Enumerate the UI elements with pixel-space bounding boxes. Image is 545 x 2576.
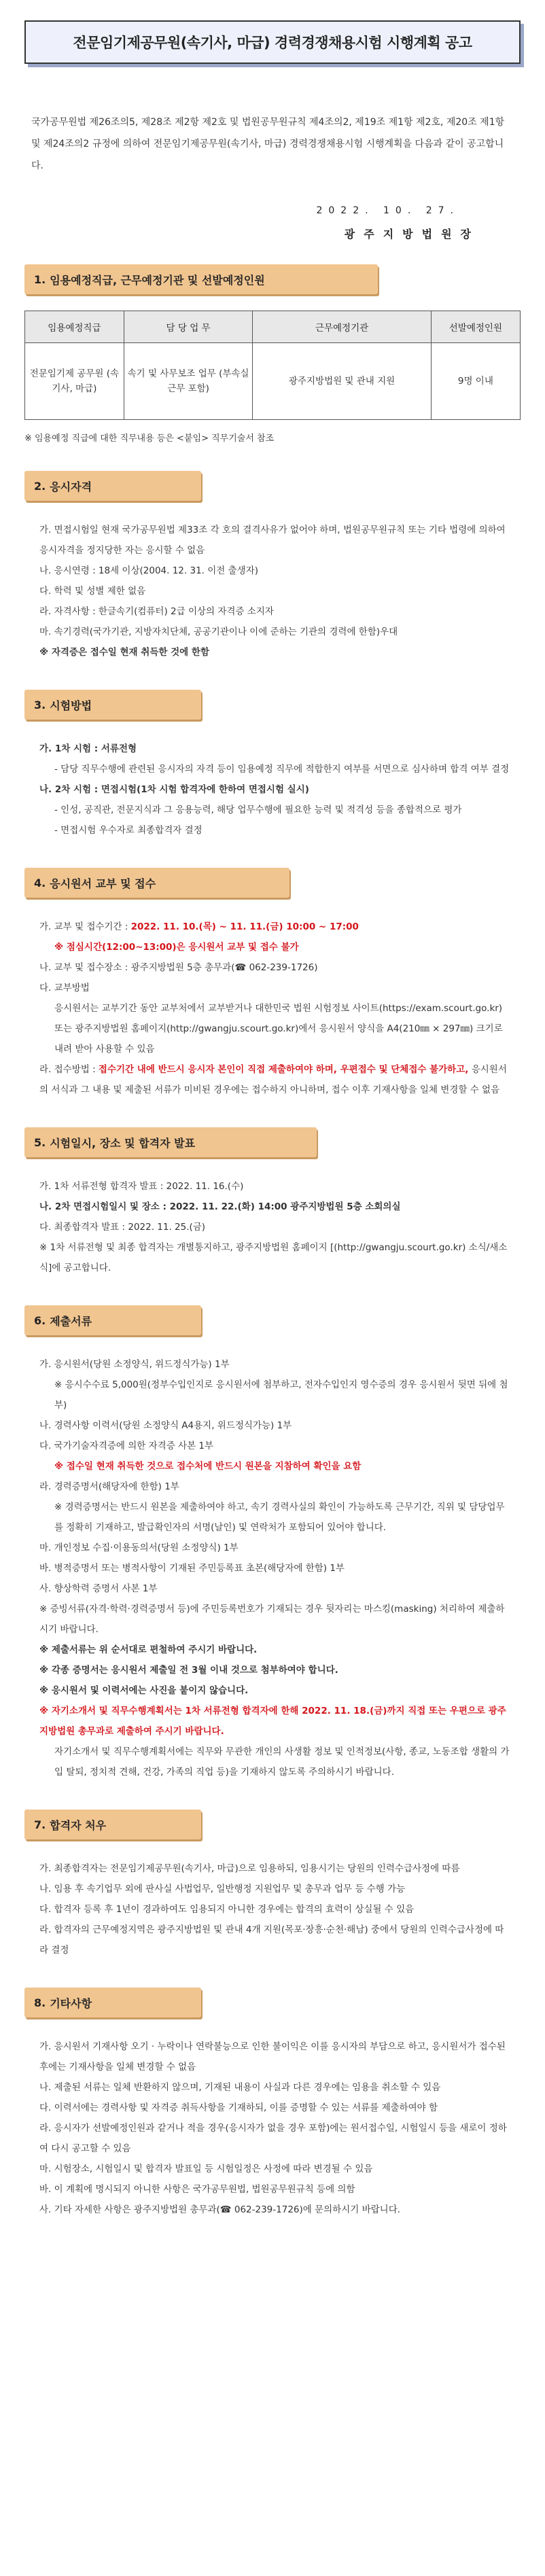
section-title: 시험일시, 장소 및 합격자 발표 bbox=[50, 1136, 196, 1150]
section-title: 응시자격 bbox=[50, 480, 92, 493]
list-item: 가. 면접시험일 현재 국가공무원법 제33조 각 호의 결격사유가 없어야 하며, 법원공무원규칙 또는 기타 법령에 의하여 응시자격을 정지당한 자는 응시할 수 없음 bbox=[39, 525, 506, 556]
list-item: - 면접시험 우수자로 최종합격자 결정 bbox=[54, 825, 203, 836]
section-number: 7. bbox=[34, 1818, 46, 1831]
section-3-header bbox=[24, 690, 201, 720]
positions-table bbox=[24, 311, 521, 420]
intro-text: 국가공무원법 제26조의5, 제28조 제2항 제2호 및 법원공무원규칙 제4조의2, 제19조 제1항 제2호, 제20조 제1항 및 제24조의2 규정에 의하여 전문임기제공무원(속기사, 마급) 경력경쟁채용시험 시행계획을 다음과 같이 공고합니다. bbox=[31, 117, 505, 171]
table-header: 임용예정직급 bbox=[25, 311, 124, 343]
item-label: 가. 교부 및 접수기간 : bbox=[39, 921, 131, 932]
section-8-body bbox=[24, 2036, 521, 2220]
list-item: 자기소개서 및 직무수행계획서에는 직무와 무관한 개인의 사생활 정보 및 인적정보(사항, 종교, 노동조합 생활의 가입 탈퇴, 정치적 견해, 건강, 가족의 직업 등)을 기재하지 않도록 주의하시기 바랍니다. bbox=[54, 1746, 510, 1778]
list-item: ※ 증빙서류(자격·학력·경력증명서 등)에 주민등록번호가 기재되는 경우 뒷자리는 마스킹(masking) 처리하여 제출하시기 바랍니다. bbox=[39, 1604, 505, 1635]
notice-page bbox=[24, 20, 521, 2220]
list-item: 라. 자격사항 : 한글속기(컴퓨터) 2급 이상의 자격증 소지자 bbox=[39, 606, 274, 617]
section-title: 기타사항 bbox=[50, 1996, 92, 2010]
list-item: ※ 접수일 현재 취득한 것으로 접수처에 반드시 원본을 지참하여 확인을 요함 bbox=[54, 1461, 362, 1472]
list-item: 바. 병적증명서 또는 병적사항이 기재된 주민등록표 초본(해당자에 한함) 1부 bbox=[39, 1563, 345, 1574]
list-item: ※ 제출서류는 위 순서대로 편철하여 주시기 바랍니다. bbox=[39, 1644, 258, 1655]
item-label: 라. 접수방법 : bbox=[39, 1064, 99, 1075]
section-7-body bbox=[24, 1858, 521, 1960]
list-item: 나. 2차 면접시험일시 및 장소 : 2022. 11. 22.(화) 14:00 광주지방법원 5층 소회의실 bbox=[39, 1201, 401, 1212]
list-item: 다. 국가기술자격증에 의한 자격증 사본 1부 bbox=[39, 1441, 214, 1451]
section-2-body bbox=[24, 520, 521, 663]
list-item: 가. 최종합격자는 전문임기제공무원(속기사, 마급)으로 임용하되, 임용시기는 당원의 인력수급사정에 따름 bbox=[39, 1863, 460, 1874]
list-item: 다. 이력서에는 경력사항 및 자격증 취득사항을 기재하되, 이를 증명할 수 있는 서류를 제출하여야 함 bbox=[39, 2102, 438, 2113]
list-item: 나. 경력사항 이력서(당원 소정양식 A4용지, 위드정식가능) 1부 bbox=[39, 1420, 292, 1431]
list-item: 바. 이 계획에 명시되지 아니한 사항은 국가공무원법, 법원공무원규칙 등에 의함 bbox=[39, 2184, 355, 2195]
section-number: 5. bbox=[34, 1135, 46, 1149]
table-cell: 속기 및 사무보조 업무 (부속실 근무 포함) bbox=[124, 343, 253, 420]
list-item: ※ 각종 증명서는 응시원서 제출일 전 3월 이내 것으로 첨부하여야 합니다. bbox=[39, 1665, 338, 1676]
section-5-header bbox=[24, 1127, 317, 1157]
list-item: 다. 학력 및 성별 제한 없음 bbox=[39, 586, 146, 597]
list-item: 라. 합격자의 근무예정지역은 광주지방법원 및 관내 4개 지원(목포·장흥·순천·해남) 중에서 당원의 인력수급사정에 따라 결정 bbox=[39, 1924, 504, 1956]
list-item: ※ 점심시간(12:00~13:00)은 응시원서 교부 및 접수 불가 bbox=[54, 942, 299, 953]
table-cell: 전문임기제 공무원 (속기사, 마급) bbox=[25, 343, 124, 420]
list-item: ※ 1차 서류전형 및 최종 합격자는 개별통지하고, 광주지방법원 홈페이지 [(http://gwangju.scourt.go.kr) 소식/새소식]에 공고합니다. bbox=[39, 1242, 508, 1273]
page-title: 전문임기제공무원(속기사, 마급) 경력경쟁채용시험 시행계획 공고 bbox=[24, 20, 521, 64]
list-item: 다. 교부방법 bbox=[39, 983, 90, 993]
table-row bbox=[25, 343, 521, 420]
section-title: 시험방법 bbox=[50, 699, 92, 712]
list-item: 가. 1차 서류전형 합격자 발표 : 2022. 11. 16.(수) bbox=[39, 1181, 244, 1192]
list-item: ※ 응시원서 및 이력서에는 사진을 붙이지 않습니다. bbox=[39, 1685, 249, 1696]
section-title: 합격자 처우 bbox=[50, 1818, 107, 1832]
list-item: 가. 1차 시험 : 서류전형 bbox=[39, 743, 137, 754]
list-item: - 담당 직무수행에 관련된 응시자의 자격 등이 임용예정 직무에 적합한지 여부를 서면으로 심사하며 합격 여부 결정 bbox=[54, 764, 510, 775]
list-item: 사. 기타 자세한 사항은 광주지방법원 총무과(☎ 062-239-1726)에 문의하시기 바랍니다. bbox=[39, 2204, 401, 2215]
section-6-header bbox=[24, 1305, 201, 1335]
section-4-header bbox=[24, 868, 289, 898]
item-text: 응시원서의 서식과 그 내용 및 제출된 서류가 미비된 경우에는 접수하지 아니하며, 접수 이후 기재사항을 일체 변경할 수 없음 bbox=[39, 1064, 507, 1095]
list-item: 나. 2차 시험 : 면접시험(1차 시험 합격자에 한하여 면접시험 실시) bbox=[39, 784, 309, 795]
list-item: 마. 시험장소, 시험일시 및 합격자 발표일 등 시험일정은 사정에 따라 변경될 수 있음 bbox=[39, 2164, 373, 2174]
list-item bbox=[39, 1059, 512, 1100]
list-item: 나. 응시연령 : 18세 이상(2004. 12. 31. 이전 출생자) bbox=[39, 565, 259, 576]
list-item: - 인성, 공직관, 전문지식과 그 응용능력, 해당 업무수행에 필요한 능력 및 적격성 등을 종합적으로 평가 bbox=[54, 805, 462, 815]
list-item: 라. 응시자가 선발예정인원과 같거나 적을 경우(응시자가 없을 경우 포함)에는 원서접수일, 시험일시 등을 새로이 정하여 다시 공고할 수 있음 bbox=[39, 2123, 507, 2154]
list-item: 다. 합격자 등록 후 1년이 경과하여도 임용되지 아니한 경우에는 합격의 효력이 상실될 수 있음 bbox=[39, 1904, 415, 1915]
table-header: 근무예정기관 bbox=[253, 311, 431, 343]
section-number: 6. bbox=[34, 1313, 46, 1327]
list-item: ※ 경력증명서는 반드시 원본을 제출하여야 하고, 속기 경력사실의 확인이 가능하도록 근무기간, 직위 및 담당업무를 정확히 기재하고, 발급확인자의 서명(날인) 및 연락처가 포함되어 있어야 합니다. bbox=[54, 1502, 505, 1533]
emphasis-text: 접수기간 내에 반드시 응시자 본인이 직접 제출하여야 하며, 우편접수 및 단체접수 불가하고, bbox=[98, 1064, 469, 1075]
table-header: 선발예정인원 bbox=[431, 311, 520, 343]
table-header: 담 당 업 무 bbox=[124, 311, 253, 343]
list-item: 응시원서는 교부기간 동안 교부처에서 교부받거나 대한민국 법원 시험정보 사이트(https://exam.scourt.go.kr) 또는 광주지방법원 홈페이지(http://gwangju.scourt.go.kr)에서 응시원서 양식을 A4(210㎜ × 297㎜) 크기로 내려 받아 사용할 수 있음 bbox=[54, 1003, 503, 1055]
list-item: 가. 응시원서 기재사항 오기 · 누락이나 연락불능으로 인한 불이익은 이를 응시자의 부담으로 하고, 응시원서가 접수된 후에는 기재사항을 일체 변경할 수 없음 bbox=[39, 2041, 506, 2072]
section-6-body bbox=[24, 1354, 521, 1782]
table-header-row bbox=[25, 311, 521, 343]
section-1-header bbox=[24, 264, 378, 294]
section-4-body bbox=[24, 917, 521, 1100]
section-number: 1. bbox=[34, 272, 46, 286]
list-item: 마. 개인정보 수집·이용동의서(당원 소정양식) 1부 bbox=[39, 1542, 239, 1553]
list-item: 다. 최종합격자 발표 : 2022. 11. 25.(금) bbox=[39, 1222, 206, 1233]
list-item: 마. 속기경력(국가기관, 지방자치단체, 공공기관이나 이에 준하는 기관의 경력에 한함)우대 bbox=[39, 627, 398, 637]
period-text: 2022. 11. 10.(목) ~ 11. 11.(금) 10:00 ~ 17:00 bbox=[130, 921, 359, 932]
section-number: 8. bbox=[34, 1996, 46, 2009]
list-item: 나. 제출된 서류는 일체 반환하지 않으며, 기재된 내용이 사실과 다른 경우에는 임용을 취소할 수 있음 bbox=[39, 2082, 441, 2093]
section-2-header bbox=[24, 471, 201, 501]
section-number: 2. bbox=[34, 479, 46, 493]
section-number: 3. bbox=[34, 698, 46, 711]
list-item: ※ 응시수수료 5,000원(정부수입인지로 응시원서에 첨부하고, 전자수입인지 영수증의 경우 응시원서 뒷면 뒤에 첨부) bbox=[54, 1379, 508, 1411]
section-5-body bbox=[24, 1176, 521, 1278]
list-item: ※ 자기소개서 및 직무수행계획서는 1차 서류전형 합격자에 한해 2022. 11. 18.(금)까지 직접 또는 우편으로 광주지방법원 총무과로 제출하여 주시기 바랍니다. bbox=[39, 1706, 506, 1737]
section-8-header bbox=[24, 1988, 201, 2017]
table-cell: 9명 이내 bbox=[431, 343, 520, 420]
issuing-org: 광주지방법원장 bbox=[344, 228, 480, 241]
section-3-body bbox=[24, 739, 521, 841]
notice-date: 2022. 10. 27. bbox=[316, 205, 459, 216]
list-item: ※ 자격증은 접수일 현재 취득한 것에 한함 bbox=[39, 647, 209, 658]
table-note: ※ 임용예정 직급에 대한 직무내용 등은 <붙임> 직무기술서 참조 bbox=[24, 434, 275, 444]
section-title: 응시원서 교부 및 접수 bbox=[50, 877, 156, 890]
section-7-header bbox=[24, 1810, 201, 1839]
table-cell: 광주지방법원 및 관내 지원 bbox=[253, 343, 431, 420]
list-item: 나. 임용 후 속기업무 외에 판사실 사법업무, 일반행정 지원업무 및 총무과 업무 등 수행 가능 bbox=[39, 1884, 406, 1894]
list-item: 사. 향상학력 증명서 사본 1부 bbox=[39, 1583, 158, 1594]
section-number: 4. bbox=[34, 876, 46, 889]
list-item bbox=[39, 917, 512, 937]
section-title: 임용예정직급, 근무예정기관 및 선발예정인원 bbox=[50, 273, 265, 287]
list-item: 가. 응시원서(당원 소정양식, 위드정식가능) 1부 bbox=[39, 1359, 230, 1370]
section-title: 제출서류 bbox=[50, 1314, 92, 1328]
list-item: 라. 경력증명서(해당자에 한함) 1부 bbox=[39, 1481, 179, 1492]
list-item: 나. 교부 및 접수장소 : 광주지방법원 5층 총무과(☎ 062-239-1726) bbox=[39, 962, 318, 973]
